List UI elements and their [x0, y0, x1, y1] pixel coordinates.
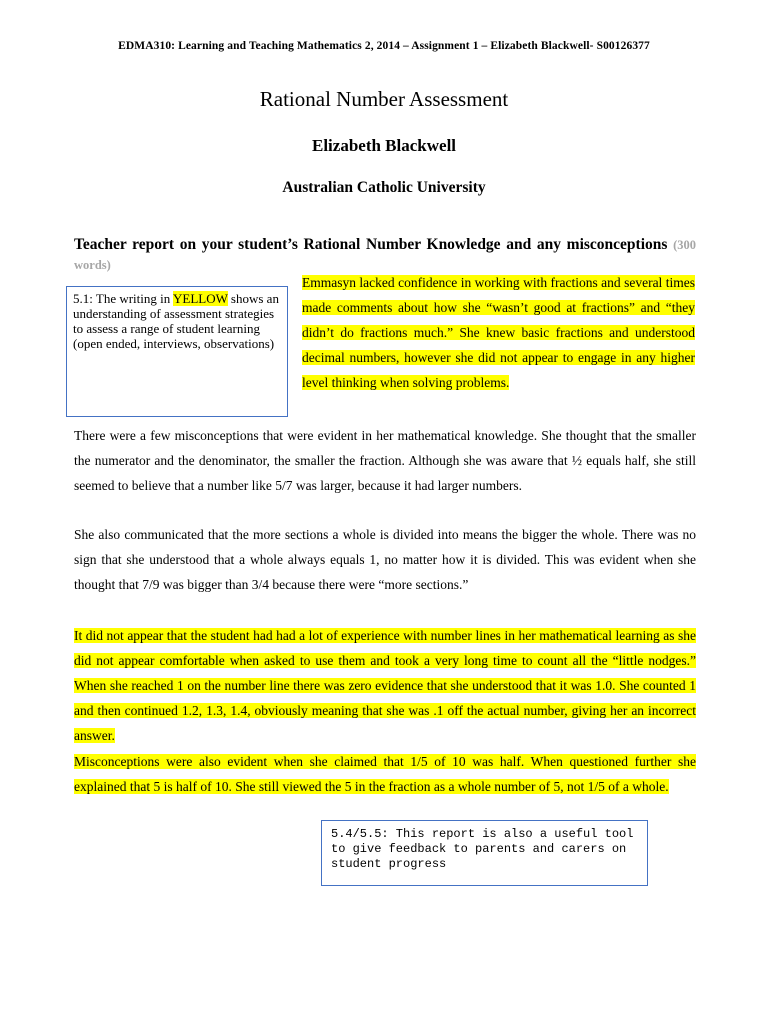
- paragraph-confidence: [302, 270, 695, 395]
- document-title: Rational Number Assessment: [259, 87, 509, 111]
- section-heading: [74, 235, 696, 275]
- paragraph-number-lines-text: It did not appear that the student had had a lot of experience with number lines in her mathematical learning as she did not appear comfortable when asked to use them and took a very long time to count all the “little nodges.” When she reached 1 on the number line there was zero evidence that she understood that it was 1.0. She counted 1 and then continued 1.2, 1.3, 1.4, obviously meaning that she was .1 off the actual number, giving her an incorrect answer.: [74, 628, 696, 743]
- paragraph-one-fifth: [74, 749, 696, 799]
- author-name: Elizabeth Blackwell: [311, 136, 457, 155]
- word-count-note: (300 words): [74, 238, 696, 272]
- paragraph-sections: She also communicated that the more sections a whole is divided into means the bigger the whole. There was no sign that she understood that a whole always equals 1, no matter how it is divided. This was evident when she thought that 7/9 was bigger than 3/4 because there were “more sections.”: [74, 527, 696, 592]
- note1-highlight-word: YELLOW: [173, 291, 228, 306]
- paragraph-one-fifth-text: Misconceptions were also evident when she claimed that 1/5 of 10 was half. When questioned further she explained that 5 is half of 10. She still viewed the 5 in the fraction as a whole number of 5, not 1/5 of a whole.: [74, 754, 696, 794]
- note1-prefix: 5.1: The writing in: [73, 291, 174, 306]
- paragraph-confidence-text: Emmasyn lacked confidence in working with fractions and several times made comments about how she “wasn’t good at fractions” and “they didn’t do fractions much.” She knew basic fractions and understood decimal numbers, however she did not appear to engage in any higher level thinking when solving problems.: [302, 275, 695, 390]
- note1-suffix: shows an understanding of assessment strategies to assess a range of student learning (open ended, interviews, observations): [73, 291, 279, 351]
- running-header: EDMA310: Learning and Teaching Mathematics 2, 2014 – Assignment 1 – Elizabeth Blackwell- S00126377: [118, 40, 650, 52]
- feedback-note-box: 5.4/5.5: This report is also a useful tool to give feedback to parents and carers on student progress: [321, 820, 648, 886]
- paragraph-misconceptions: There were a few misconceptions that were evident in her mathematical knowledge. She thought that the smaller the numerator and the denominator, the smaller the fraction. Although she was aware that ½ equals half, she still seemed to believe that a number like 5/7 was larger, because it had larger numbers.: [74, 428, 696, 493]
- institution-name: Australian Catholic University: [282, 179, 486, 196]
- assessment-note-box: [66, 286, 288, 417]
- section-heading-text: Teacher report on your student’s Rational Number Knowledge and any misconceptions: [74, 236, 668, 253]
- paragraph-number-lines: [74, 623, 696, 748]
